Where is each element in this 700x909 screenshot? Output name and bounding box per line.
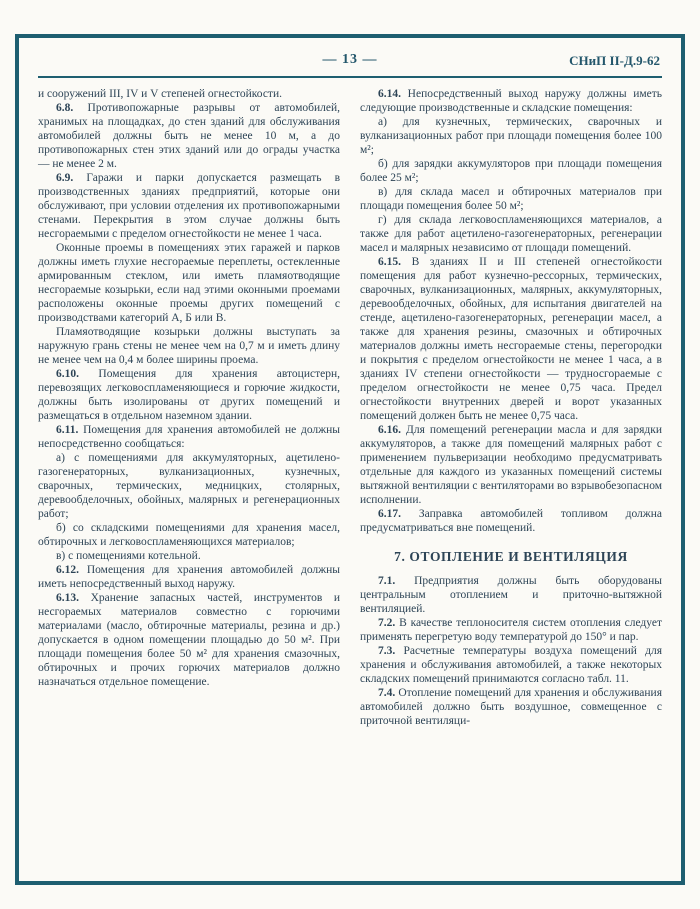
paragraph: 7.2. В качестве теплоносителя систем отопления следует применять перегретую воду температурой до 150° и пар. (360, 617, 663, 643)
clause-number: 7.4. (378, 687, 399, 699)
clause-number: 6.10. (56, 368, 99, 380)
page-number: — 13 — (322, 52, 378, 67)
clause-number: 7.1. (378, 575, 415, 587)
clause-number: 6.14. (378, 88, 408, 100)
paragraph: 6.8. Противопожарные разрывы от автомобилей, хранимых на площадках, до стен зданий для обслуживания автомобилей должны быть не менее 10 м, а до противопожарных стен этих зданий или до ограды участка — не менее 2 м. (38, 102, 340, 170)
paragraph: в) для склада масел и обтирочных материалов при площади помещения более 50 м²; (360, 186, 662, 212)
left-column (38, 87, 340, 728)
clause-number: 7.2. (378, 617, 400, 629)
clause-number: 6.12. (56, 564, 87, 576)
right-column (360, 87, 662, 728)
clause-number: 6.13. (56, 592, 91, 604)
clause-number: 6.9. (56, 172, 87, 184)
paragraph: 6.15. В зданиях II и III степеней огнестойкости помещения для работ кузнечно-рессорных, термических, сварочных, вулканизационных, малярных, аккумуляторных, деревообделочных, обойных, для испытания двигателей на стенде, ацетилено-газогенераторных, регенерации масел, а также для хранения резины, смазочных и обтирочных материалов должны иметь несгораемые стены, перегородки и покрытия с пределом огнестойкости не менее 1 часа, а в зданиях IV степени огнестойкости — трудносгораемые с пределом огнестойкости не менее 0,75 часа. Предел огнестойкости внутренних дверей и ворот указанных помещений должен быть не менее 0,75 часа. (360, 256, 662, 422)
header-divider (38, 76, 662, 78)
section-heading: 7. ОТОПЛЕНИЕ И ВЕНТИЛЯЦИЯ (394, 549, 628, 564)
page-content (38, 50, 662, 875)
paragraph: 6.16. Для помещений регенерации масла и для зарядки аккумуляторов, а также для помещений малярных работ с применением пульверизации необходимо предусматривать отдельные для каждого из указанных помещений системы вытяжной вентиляции с вентиляторами во взрывобезопасном исполнении. (360, 424, 662, 506)
paragraph: в) с помещениями котельной. (56, 550, 201, 562)
paragraph: 7.3. Расчетные температуры воздуха помещений для хранения и обслуживания автомобилей, а также некоторых складских помещений принимаются согласно табл. 11. (360, 645, 662, 685)
paragraph: 6.12. Помещения для хранения автомобилей должны иметь непосредственный выход наружу. (38, 564, 340, 590)
right-column-bottom (360, 574, 662, 728)
paragraph: 7.4. Отопление помещений для хранения и обслуживания автомобилей должно быть воздушное, совмещенное с приточной вентиляци- (360, 687, 663, 727)
paragraph: 6.13. Хранение запасных частей, инструментов и несгораемых материалов совместно с горючими материалами (масло, обтирочные материалы, резина и др.) допускается в одном помещении площадью до 50 м². При площади помещения более 50 м² для хранения смазочных, обтирочных и прочих горючих материалов должно назначаться отдельное помещение. (38, 592, 341, 688)
document-code: СНиП II-Д.9-62 (569, 53, 660, 68)
paragraph: и сооружений III, IV и V степеней огнестойкости. (38, 88, 282, 100)
paragraph: б) со складскими помещениями для хранения масел, обтирочных и легковоспламеняющихся материалов; (38, 522, 340, 548)
paragraph: а) для кузнечных, термических, сварочных и вулканизационных работ при площади помещения более 100 м²; (360, 116, 662, 156)
clause-number: 6.11. (56, 424, 84, 436)
right-column-top (360, 87, 662, 535)
paragraph: а) с помещениями для аккумуляторных, ацетилено-газогенераторных, вулканизационных, кузнечных, сварочных, термических, медницких, столярных, деревообделочных, обойных, малярных и регенерационных работ; (38, 452, 340, 520)
paragraph: Оконные проемы в помещениях этих гаражей и парков должны иметь глухие несгораемые переплеты, остекленные армированным стеклом, или иметь пламяотводящие несгораемые козырьки, если над этими оконными проемами расположены оконные проемы других помещений с производствами категорий А, Б или В. (38, 242, 340, 324)
paragraph: 6.14. Непосредственный выход наружу должны иметь следующие производственные и складские помещения: (360, 88, 662, 114)
paragraph: г) для склада легковоспламеняющихся материалов, а также для работ ацетилено-газогенераторных, регенерации масел и малярных независимо от площади помещений. (360, 214, 662, 254)
paragraph: 6.10. Помещения для хранения автоцистерн, перевозящих легковоспламеняющиеся и горючие жидкости, должны быть изолированы от других помещений и размещаться в отдельном наземном здании. (38, 368, 340, 422)
text-columns (38, 87, 662, 728)
paragraph: Пламяотводящие козырьки должны выступать за наружную грань стены не менее чем на 0,7 м и иметь длину не менее чем на 0,4 м более ширины проема. (38, 326, 340, 366)
clause-number: 6.15. (378, 256, 412, 268)
clause-number: 7.3. (378, 645, 404, 657)
clause-number: 6.8. (56, 102, 88, 114)
paragraph: б) для зарядки аккумуляторов при площади помещения более 25 м²; (360, 158, 662, 184)
clause-number: 6.16. (378, 424, 406, 436)
paragraph: 6.17. Заправка автомобилей топливом должна предусматриваться вне помещений. (360, 508, 663, 534)
page-header (38, 50, 662, 72)
clause-number: 6.17. (378, 508, 419, 520)
paragraph: 7.1. Предприятия должны быть оборудованы центральным отоплением и приточно-вытяжной вентиляцией. (360, 575, 662, 615)
paragraph: 6.11. Помещения для хранения автомобилей не должны непосредственно сообщаться: (38, 424, 340, 450)
paragraph: 6.9. Гаражи и парки допускается размещать в производственных зданиях предприятий, которые они обслуживают, при условии отделения их противопожарными стенами. Перекрытия в этом случае должны быть несгораемыми с пределом огнестойкости не менее 1 часа. (38, 172, 340, 240)
